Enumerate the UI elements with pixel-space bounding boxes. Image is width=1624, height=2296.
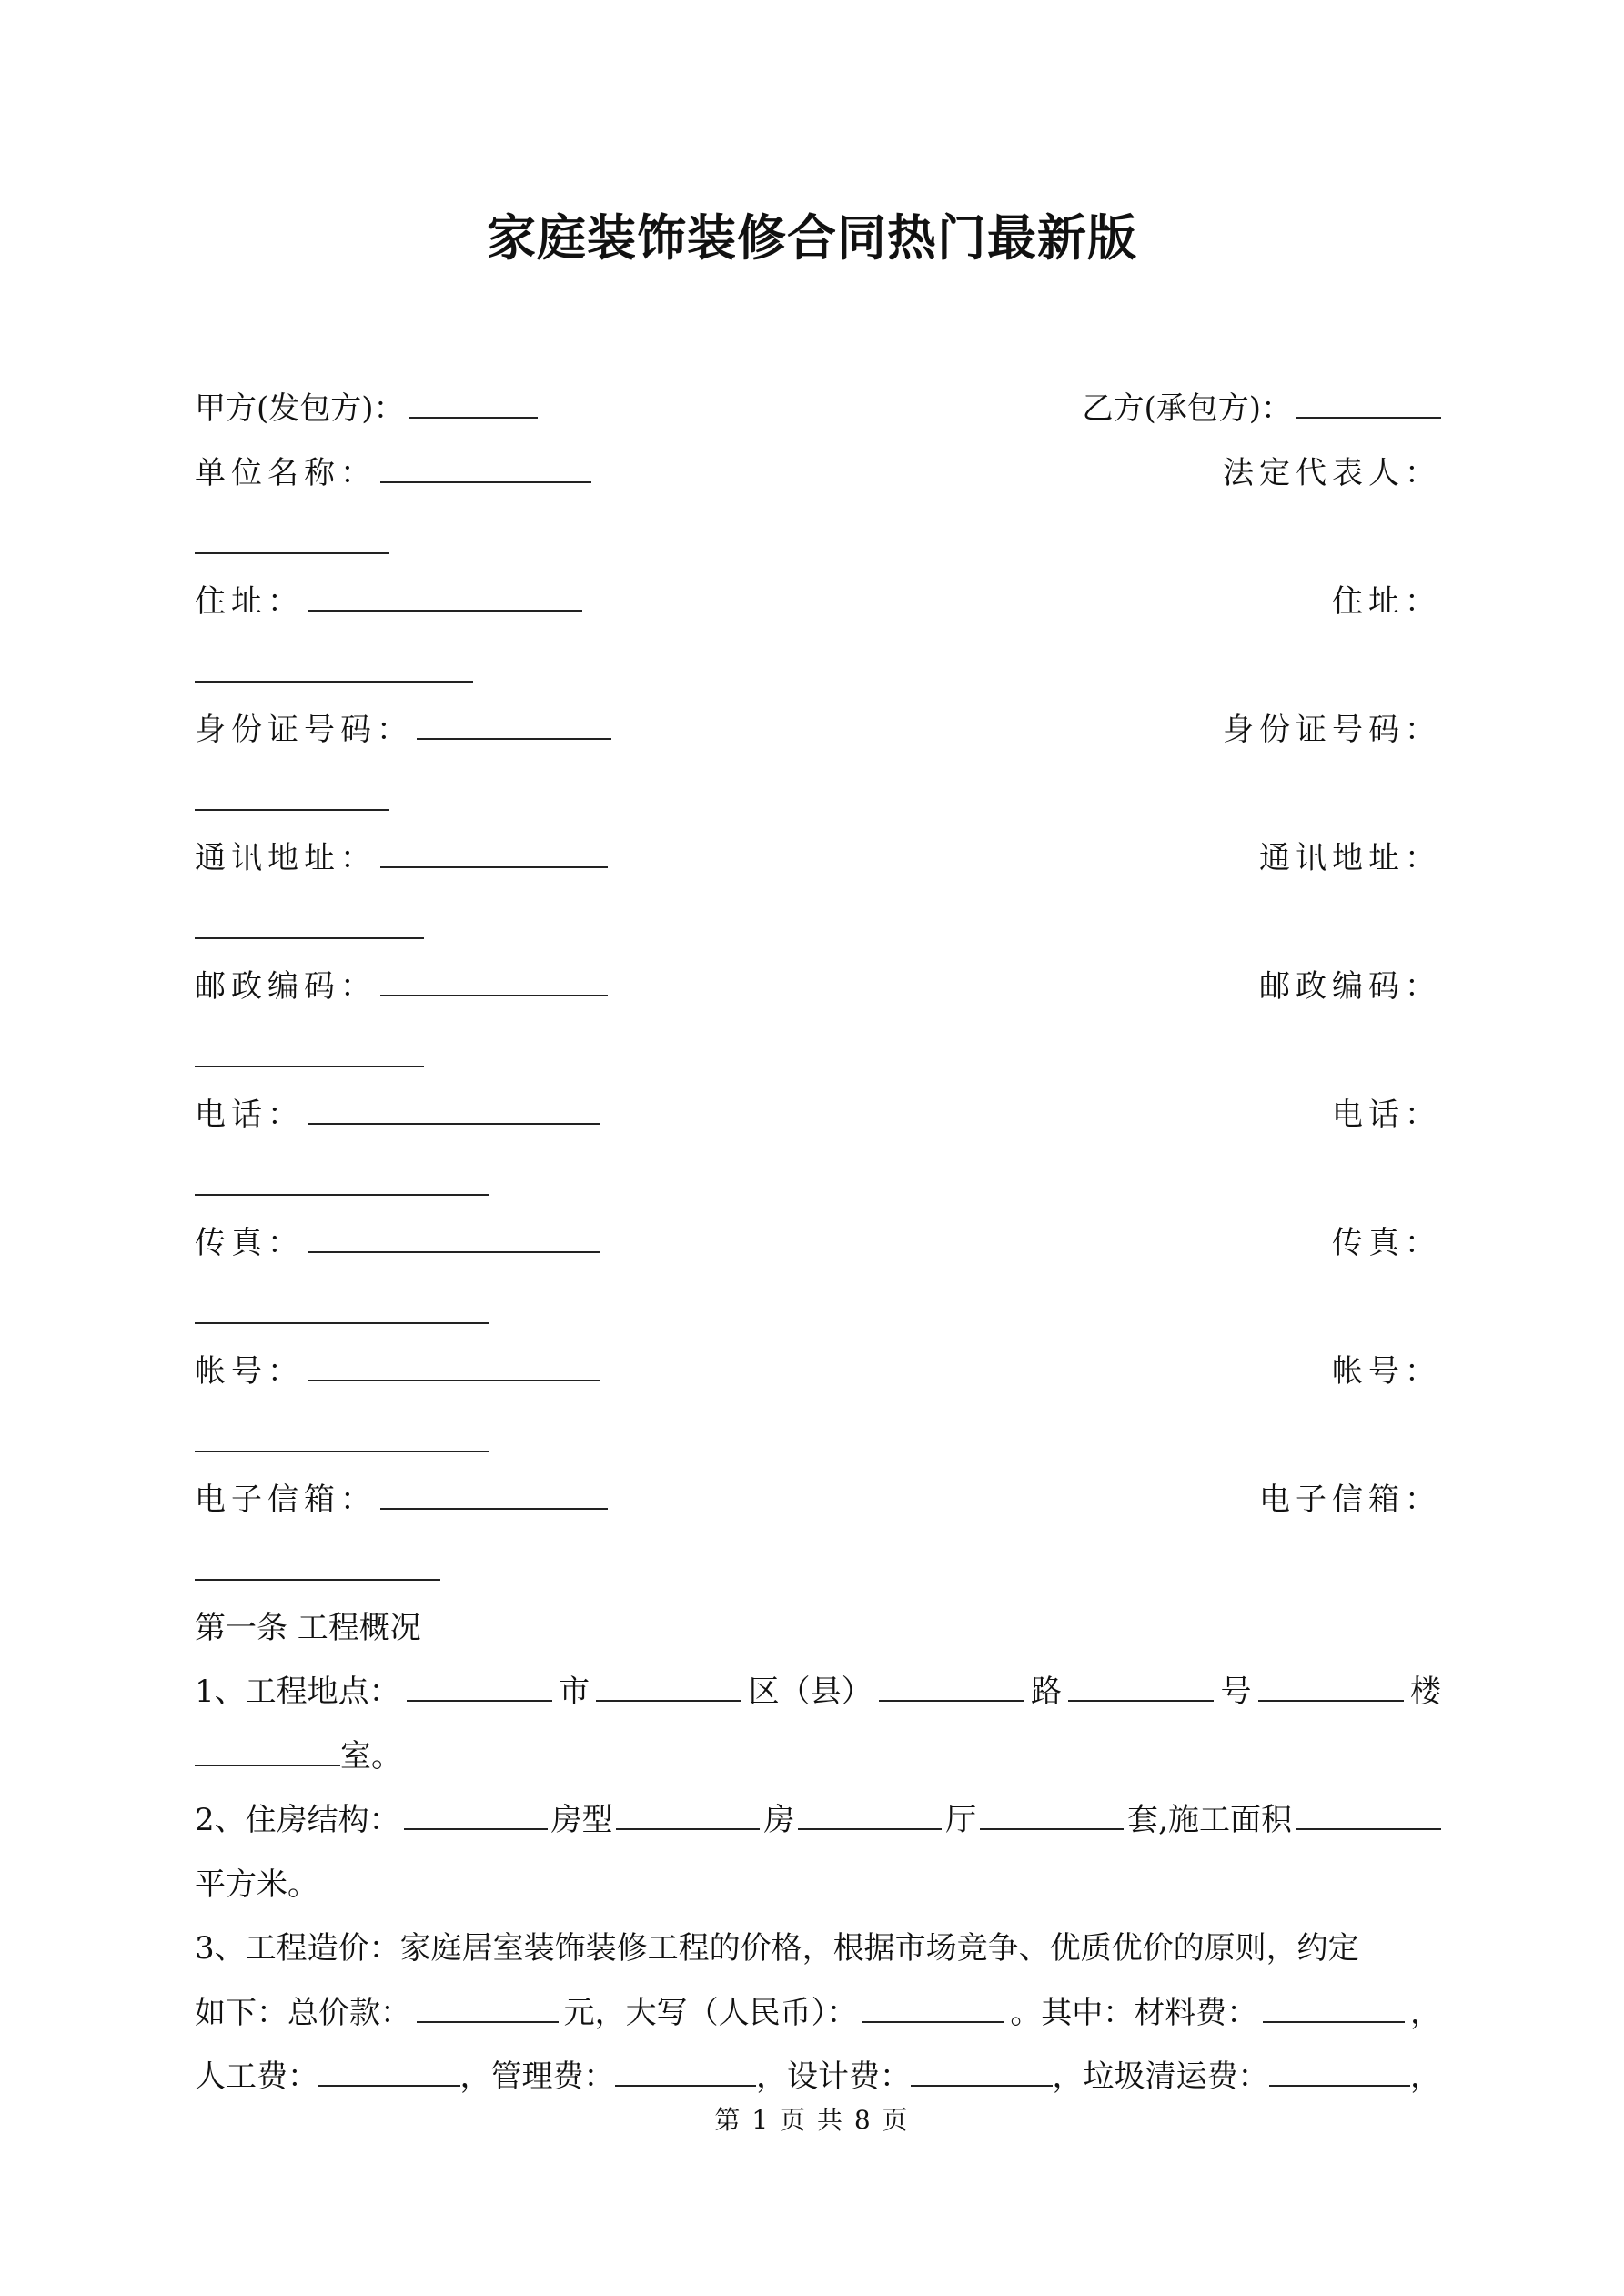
blank-field[interactable] xyxy=(1269,2058,1411,2087)
party-row xyxy=(195,826,1441,891)
address-label-b: 住址： xyxy=(1332,582,1441,620)
blank-field[interactable] xyxy=(380,450,591,483)
blank-field[interactable] xyxy=(195,1548,440,1581)
party-row xyxy=(195,1340,1441,1404)
party-row xyxy=(195,570,1441,634)
unit-name-label: 单位名称： xyxy=(195,441,591,506)
blank-field[interactable] xyxy=(308,1092,600,1125)
blank-field[interactable] xyxy=(195,906,424,939)
legal-rep-label: 法定代表人： xyxy=(1223,454,1441,491)
blank-field[interactable] xyxy=(616,1801,760,1830)
mailing-address-label: 通讯地址： xyxy=(195,826,608,891)
email-label-b: 电子信箱： xyxy=(1259,1481,1441,1518)
postal-code-label-b: 邮政编码： xyxy=(1259,967,1441,1005)
blank-field[interactable] xyxy=(195,1420,489,1452)
blank-field[interactable] xyxy=(308,579,582,612)
account-label: 帐号： xyxy=(195,1340,600,1404)
blank-field[interactable] xyxy=(417,707,611,740)
party-b-label: 乙方(承包方)： xyxy=(1082,377,1441,441)
blank-field[interactable] xyxy=(596,1673,741,1702)
blank-field[interactable] xyxy=(911,2058,1053,2087)
party-a-label: 甲方(发包方)： xyxy=(195,377,538,441)
item-project-location-cont: 室。 xyxy=(195,1725,1441,1789)
blank-field[interactable] xyxy=(980,1801,1124,1830)
item-project-location: 1、工程地点： 市 区（县） 路 号 楼 xyxy=(195,1674,1441,1710)
item-project-cost-line2: 如下：总价款： 元，大写（人民币）： 。其中：材料费： ， xyxy=(195,1994,1441,2031)
item-house-structure: 2、住房结构： 房型 房 厅 套,施工面积 xyxy=(195,1788,1441,1853)
page-footer: 第 1 页 共 8 页 xyxy=(714,2105,910,2135)
section-heading: 第一条 工程概况 xyxy=(195,1609,421,1646)
account-label-b: 帐号： xyxy=(1332,1352,1441,1390)
blank-field[interactable] xyxy=(417,1994,559,2023)
blank-field[interactable] xyxy=(879,1673,1024,1702)
mailing-address-label-b: 通讯地址： xyxy=(1259,839,1441,876)
id-number-label: 身份证号码： xyxy=(195,698,611,763)
blank-field[interactable] xyxy=(308,1349,600,1381)
id-number-label-b: 身份证号码： xyxy=(1223,711,1441,748)
party-row xyxy=(195,441,1441,506)
blank-field[interactable] xyxy=(409,386,538,419)
blank-field[interactable] xyxy=(308,1220,600,1253)
email-label: 电子信箱： xyxy=(195,1468,608,1532)
blank-field[interactable] xyxy=(195,650,473,683)
blank-field[interactable] xyxy=(1296,386,1441,419)
blank-field[interactable] xyxy=(380,835,608,868)
phone-label-b: 电话： xyxy=(1332,1096,1441,1133)
blank-field[interactable] xyxy=(615,2058,757,2087)
blank-field[interactable] xyxy=(195,1035,424,1067)
blank-field[interactable] xyxy=(862,1994,1004,2023)
blank-field[interactable] xyxy=(195,1163,489,1196)
item-project-cost: 3、工程造价：家庭居室装饰装修工程的价格，根据市场竞争、优质优价的原则，约定 xyxy=(195,1930,1359,1967)
blank-field[interactable] xyxy=(195,778,389,811)
party-row xyxy=(195,1083,1441,1148)
postal-code-label: 邮政编码： xyxy=(195,955,608,1019)
blank-field[interactable] xyxy=(380,1477,608,1510)
blank-field[interactable] xyxy=(404,1801,548,1830)
party-row xyxy=(195,955,1441,1019)
item-project-cost-line3: 人工费： ，管理费： ，设计费： ，垃圾清运费： ， xyxy=(195,2058,1441,2095)
blank-field[interactable] xyxy=(1258,1673,1404,1702)
party-row xyxy=(195,698,1441,763)
party-row xyxy=(195,1468,1441,1532)
item-house-structure-cont: 平方米。 xyxy=(195,1866,318,1903)
blank-field[interactable] xyxy=(1296,1801,1441,1830)
blank-field[interactable] xyxy=(195,521,389,554)
document-body xyxy=(195,377,1441,2109)
address-label: 住址： xyxy=(195,570,582,634)
phone-label: 电话： xyxy=(195,1083,600,1148)
party-row xyxy=(195,377,1441,441)
blank-field[interactable] xyxy=(195,1291,489,1324)
party-row xyxy=(195,1211,1441,1276)
blank-field[interactable] xyxy=(1068,1673,1214,1702)
blank-field[interactable] xyxy=(407,1673,552,1702)
blank-field[interactable] xyxy=(318,2058,460,2087)
fax-label-b: 传真： xyxy=(1332,1224,1441,1261)
blank-field[interactable] xyxy=(1263,1994,1405,2023)
document-title: 家庭装饰装修合同热门最新版 xyxy=(487,208,1137,267)
blank-field[interactable] xyxy=(195,1737,340,1766)
fax-label: 传真： xyxy=(195,1211,600,1276)
blank-field[interactable] xyxy=(380,964,608,996)
blank-field[interactable] xyxy=(798,1801,942,1830)
